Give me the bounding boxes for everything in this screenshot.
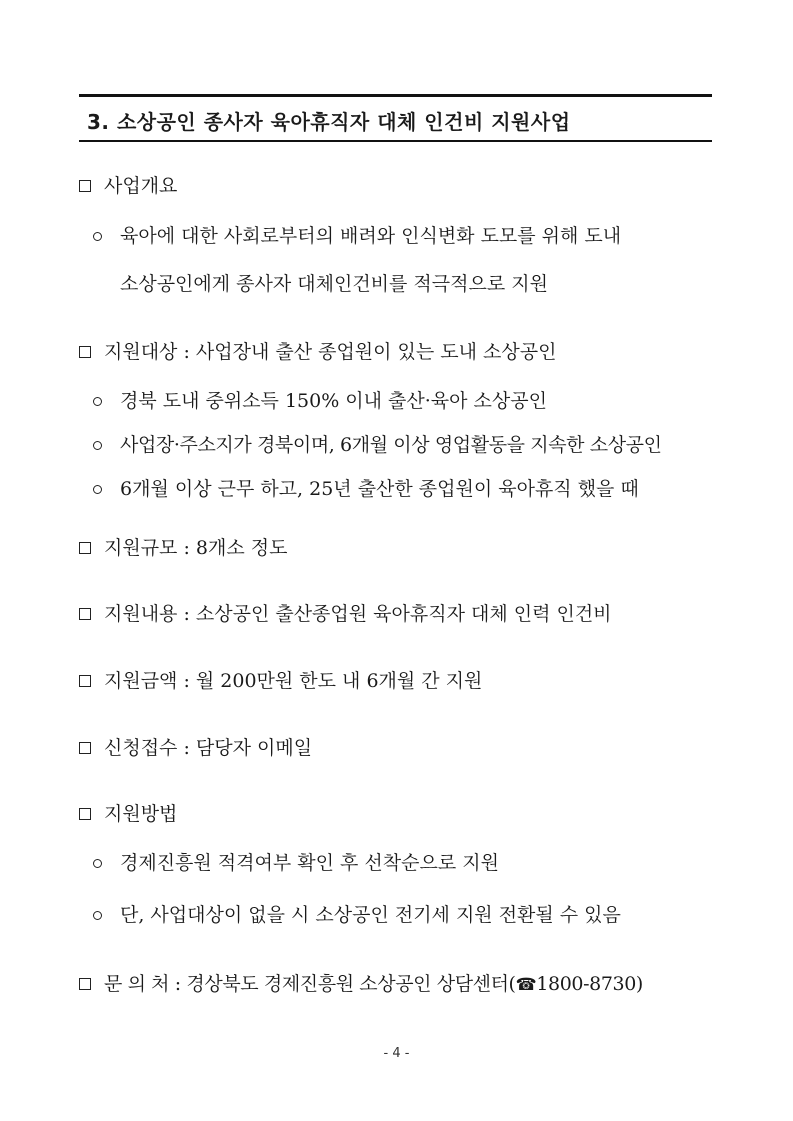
bullet-icon: [93, 485, 102, 494]
overview-bullet-1-cont: 소상공인에게 종사자 대체인건비를 적극적으로 지원: [120, 273, 548, 295]
checkbox-icon: [79, 808, 91, 820]
method-heading: 지원방법: [104, 803, 178, 825]
target-heading: 지원대상 : 사업장내 출산 종업원이 있는 도내 소상공인: [104, 341, 557, 363]
checkbox-icon: [79, 180, 91, 192]
overview-bullet-1: 육아에 대한 사회로부터의 배려와 인식변화 도모를 위해 도내: [120, 225, 622, 247]
content-heading: 지원내용 : 소상공인 출산종업원 육아휴직자 대체 인력 인건비: [104, 603, 612, 625]
checkbox-icon: [79, 978, 91, 990]
telephone-icon: ☎: [515, 975, 537, 995]
bullet-icon: [93, 397, 102, 406]
checkbox-icon: [79, 346, 91, 358]
method-bullet-2: 단, 사업대상이 없을 시 소상공인 전기세 지원 전환될 수 있음: [120, 904, 621, 926]
overview-heading: 사업개요: [104, 175, 178, 197]
bullet-icon: [93, 859, 102, 868]
checkbox-icon: [79, 742, 91, 754]
target-bullet-2: 사업장·주소지가 경북이며, 6개월 이상 영업활동을 지속한 소상공인: [120, 434, 662, 456]
page-number: - 4 -: [383, 1046, 410, 1061]
section-title: 3. 소상공인 종사자 육아휴직자 대체 인건비 지원사업: [87, 110, 571, 134]
bullet-icon: [93, 911, 102, 920]
bullet-icon: [93, 441, 102, 450]
bullet-icon: [93, 232, 102, 241]
contact-label: 문 의 처 : 경상북도 경제진흥원 소상공인 상담센터(: [104, 973, 516, 995]
target-bullet-3: 6개월 이상 근무 하고, 25년 출산한 종업원이 육아휴직 했을 때: [120, 478, 639, 500]
amount-heading: 지원금액 : 월 200만원 한도 내 6개월 간 지원: [104, 670, 483, 692]
application-heading: 신청접수 : 담당자 이메일: [104, 737, 313, 759]
contact-phone: 1800-8730): [536, 973, 643, 995]
checkbox-icon: [79, 542, 91, 554]
section-title-bar: [79, 94, 712, 142]
checkbox-icon: [79, 608, 91, 620]
method-bullet-1: 경제진흥원 적격여부 확인 후 선착순으로 지원: [120, 852, 499, 874]
scale-heading: 지원규모 : 8개소 정도: [104, 537, 288, 559]
checkbox-icon: [79, 675, 91, 687]
target-bullet-1: 경북 도내 중위소득 150% 이내 출산·육아 소상공인: [120, 390, 547, 412]
contact-line: [104, 972, 643, 997]
